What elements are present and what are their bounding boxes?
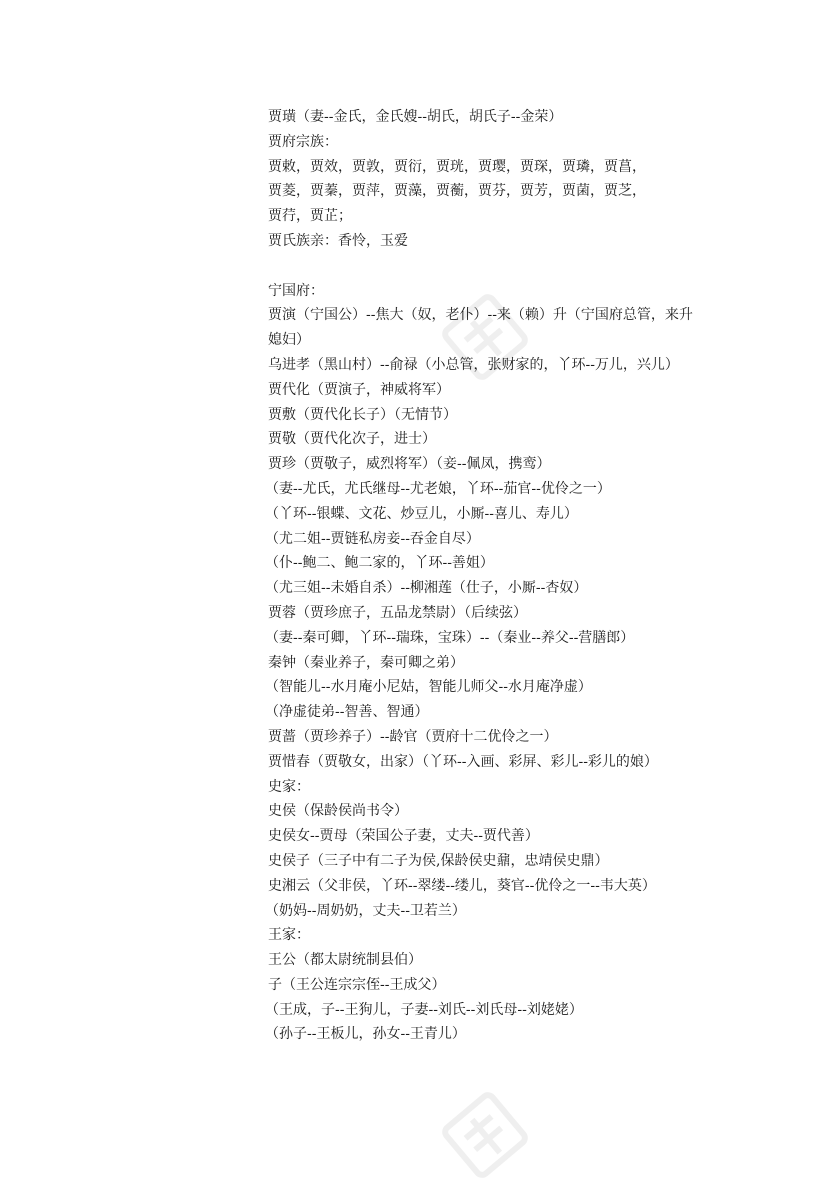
text-line: 乌进孝（黑山村）--俞禄（小总管，张财家的，丫环--万儿，兴儿） bbox=[268, 356, 679, 373]
text-line: 史侯（保龄侯尚书令） bbox=[268, 803, 408, 820]
text-line: 贾菱，贾蓁，贾萍，贾藻，贾蘅，贾芬，贾芳，贾菌，贾芝， bbox=[268, 183, 646, 200]
text-line: （奶妈--周奶奶，丈夫--卫若兰） bbox=[265, 902, 466, 919]
text-line: （尤三姐--未婚自杀）--柳湘莲（仕子，小厮--杏奴） bbox=[265, 580, 588, 597]
text-line: （妻--尤氏，尤氏继母--尤老娘，丫环--茄官--优伶之一） bbox=[265, 480, 611, 497]
text-line: （智能儿--水月庵小尼姑，智能儿师父--水月庵净虚） bbox=[265, 679, 592, 696]
text-line: （仆--鲍二、鲍二家的，丫环--善姐） bbox=[265, 555, 494, 572]
text-line: （尤二姐--贾链私房妾--吞金自尽） bbox=[265, 530, 480, 547]
text-line: 史侯女--贾母（荣国公子妻，丈夫--贾代善） bbox=[268, 828, 539, 845]
text-line: 贾蓉（贾珍庶子，五品龙禁尉）（后续弦） bbox=[268, 604, 527, 621]
text-line: 史湘云（父非侯，丫环--翠缕--缕儿，葵官--优伶之一--韦大英） bbox=[268, 877, 656, 894]
document-text bbox=[265, 105, 808, 1047]
text-line: 贾荇，贾芷； bbox=[268, 208, 352, 225]
text-line: （妻--秦可卿，丫环--瑞珠，宝珠）--（秦业--养父--营膳郎） bbox=[265, 629, 635, 646]
blank-line bbox=[268, 254, 808, 279]
text-line: 贾璜（妻--金氏，金氏嫂--胡氏，胡氏子--金荣） bbox=[268, 109, 563, 125]
section-heading: 王家： bbox=[268, 927, 310, 944]
text-line: 秦钟（秦业养子，秦可卿之弟） bbox=[268, 654, 464, 671]
text-line: 贾演（宁国公）--焦大（奴，老仆）--来（赖）升（宁国府总管，来升 bbox=[268, 307, 693, 324]
text-line: 媳妇） bbox=[268, 332, 310, 349]
section-heading: 贾府宗族： bbox=[268, 133, 338, 150]
section-heading: 史家： bbox=[268, 778, 310, 795]
text-line: （净虚徒弟--智善、智通） bbox=[265, 704, 429, 721]
text-line: 贾敬（贾代化次子，进士） bbox=[268, 431, 436, 448]
text-line: 贾珍（贾敬子，威烈将军）（妾--佩凤，携鸾） bbox=[268, 456, 551, 473]
text-line: （丫环--银蝶、文花、炒豆儿，小厮--喜儿、寿儿） bbox=[265, 505, 578, 522]
text-line: 贾敕，贾效，贾敦，贾衍，贾珖，贾璎，贾琛，贾璘，贾菖， bbox=[268, 158, 646, 175]
text-line: 贾氏族亲：香怜，玉爱 bbox=[268, 232, 408, 249]
text-line: （王成，子--王狗儿，子妻--刘氏--刘氏母--刘姥姥） bbox=[265, 1001, 583, 1018]
text-line: 贾蔷（贾珍养子）--龄官（贾府十二优伶之一） bbox=[268, 728, 558, 745]
text-line: （孙子--王板儿，孙女--王青儿） bbox=[265, 1026, 466, 1043]
section-heading: 宁国府： bbox=[268, 282, 324, 299]
text-line: 贾代化（贾演子，神威将军） bbox=[268, 381, 450, 398]
text-line: 贾敷（贾代化长子）（无情节） bbox=[268, 406, 457, 423]
text-line: 子（王公连宗宗侄--王成父） bbox=[268, 976, 446, 993]
text-line: 史侯子（三子中有二子为侯,保龄侯史鼐，忠靖侯史鼎） bbox=[268, 852, 609, 869]
watermark-icon bbox=[440, 1090, 530, 1180]
text-line: 贾惜春（贾敬女，出家）（丫环--入画、彩屏、彩儿--彩儿的娘） bbox=[268, 753, 658, 770]
text-line: 王公（都太尉统制县伯） bbox=[268, 952, 422, 969]
